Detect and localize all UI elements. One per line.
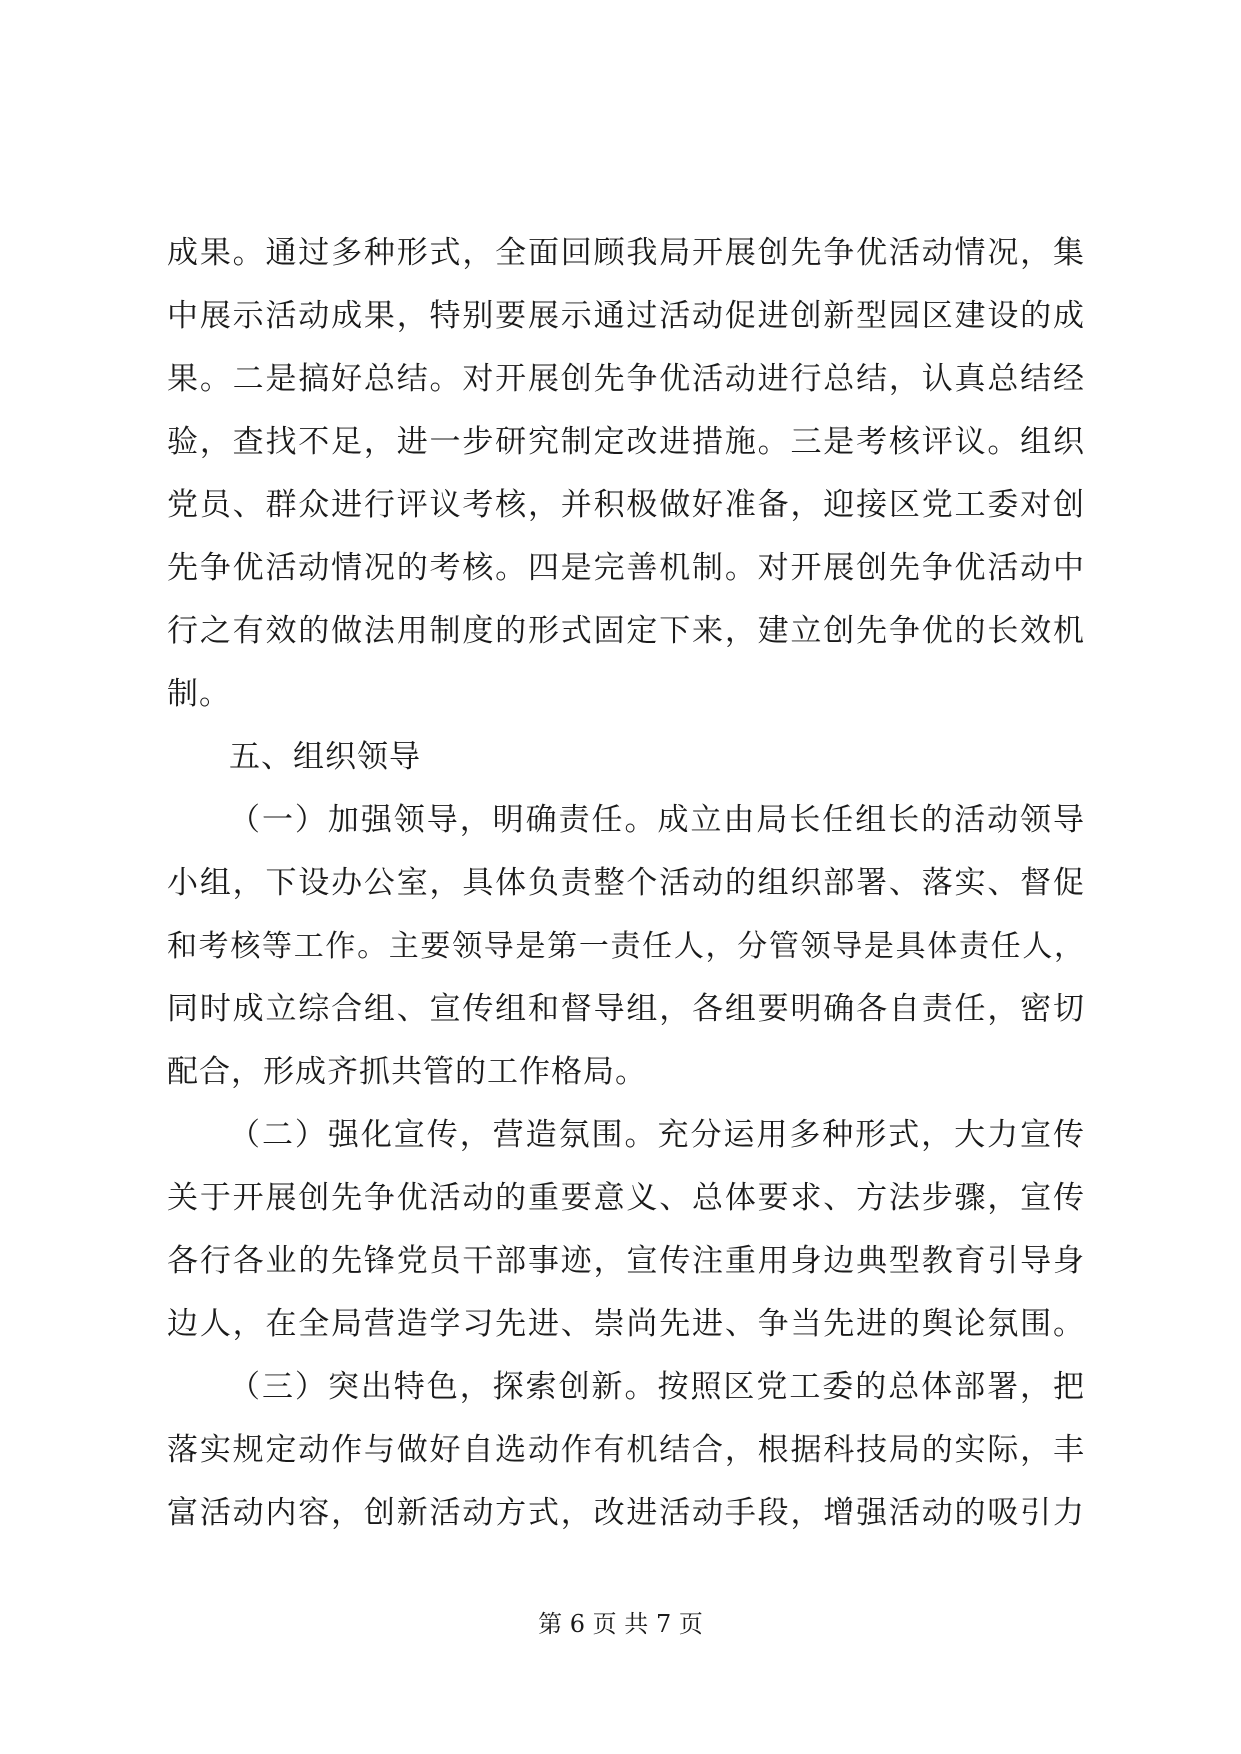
body-line: 同时成立综合组、宣传组和督导组，各组要明确各自责任，密切 bbox=[167, 991, 1085, 1027]
body-line: 富活动内容，创新活动方式，改进活动手段，增强活动的吸引力 bbox=[167, 1495, 1085, 1531]
document-body bbox=[167, 222, 1085, 1545]
body-line: 党员、群众进行评议考核，并积极做好准备，迎接区党工委对创 bbox=[167, 487, 1085, 523]
body-line: 成果。通过多种形式，全面回顾我局开展创先争优活动情况，集 bbox=[167, 235, 1085, 271]
body-line: 小组，下设办公室，具体负责整个活动的组织部署、落实、督促 bbox=[167, 865, 1085, 901]
body-line: 和考核等工作。主要领导是第一责任人，分管领导是具体责任人， bbox=[167, 929, 1085, 964]
page-number-footer: 第 6 页 共 7 页 bbox=[538, 1610, 703, 1638]
body-line: 行之有效的做法用制度的形式固定下来，建立创先争优的长效机 bbox=[167, 613, 1085, 649]
section-heading: 五、组织领导 bbox=[229, 739, 421, 775]
body-line: 各行各业的先锋党员干部事迹，宣传注重用身边典型教育引导身 bbox=[167, 1243, 1085, 1279]
body-line: 中展示活动成果，特别要展示通过活动促进创新型园区建设的成 bbox=[167, 298, 1085, 334]
body-line: 边人，在全局营造学习先进、崇尚先进、争当先进的舆论氛围。 bbox=[167, 1306, 1085, 1342]
body-line: 落实规定动作与做好自选动作有机结合，根据科技局的实际，丰 bbox=[167, 1432, 1085, 1468]
paragraph-first-line: （二）强化宣传，营造氛围。充分运用多种形式，大力宣传 bbox=[229, 1117, 1085, 1153]
body-line: 制。 bbox=[167, 676, 231, 712]
paragraph-first-line: （一）加强领导，明确责任。成立由局长任组长的活动领导 bbox=[229, 802, 1085, 838]
body-line: 果。二是搞好总结。对开展创先争优活动进行总结，认真总结经 bbox=[167, 361, 1085, 397]
body-line: 关于开展创先争优活动的重要意义、总体要求、方法步骤，宣传 bbox=[167, 1180, 1085, 1216]
body-line: 配合，形成齐抓共管的工作格局。 bbox=[167, 1054, 647, 1090]
body-line: 先争优活动情况的考核。四是完善机制。对开展创先争优活动中 bbox=[167, 550, 1085, 586]
paragraph-first-line: （三）突出特色，探索创新。按照区党工委的总体部署，把 bbox=[229, 1369, 1085, 1405]
body-line: 验，查找不足，进一步研究制定改进措施。三是考核评议。组织 bbox=[167, 424, 1085, 460]
